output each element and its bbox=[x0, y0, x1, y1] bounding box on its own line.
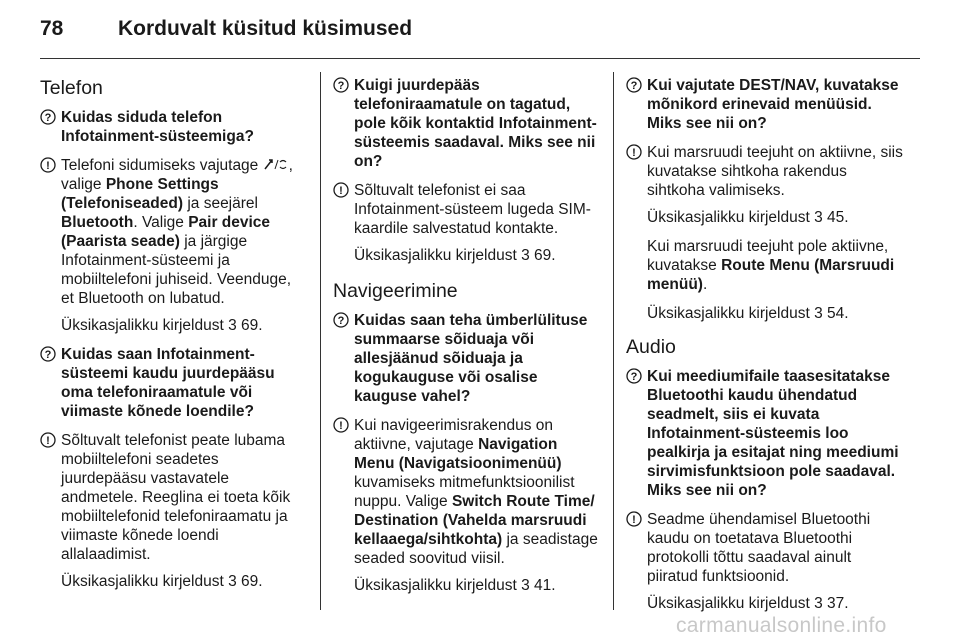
reference-page: 45. bbox=[827, 209, 849, 226]
page-reference-arrow-icon: 3 bbox=[228, 573, 242, 590]
reference-text: Üksikasjalikku kirjeldust bbox=[354, 247, 522, 264]
answer-text: kuvamiseks mitmefunktsioonilist nuppu. Valige bbox=[354, 474, 575, 510]
page-reference-arrow-icon: 3 bbox=[521, 247, 535, 264]
reference-page: 69. bbox=[241, 317, 263, 334]
page-reference bbox=[40, 572, 306, 591]
reference-page: 41. bbox=[534, 577, 556, 594]
section-title-navigeerimine: Navigeerimine bbox=[333, 280, 458, 302]
section-title-telefon: Telefon bbox=[40, 77, 103, 99]
page-reference-arrow-icon: 3 bbox=[814, 595, 828, 612]
svg-text:?: ? bbox=[44, 349, 52, 361]
reference-text: Üksikasjalikku kirjeldust bbox=[354, 577, 522, 594]
question bbox=[333, 76, 599, 171]
reference-page: 69. bbox=[534, 247, 556, 264]
answer-text: Sõltuvalt telefonist peate lubama mobiiltelefoni seadetes juurdepääsu vastavatele andmetele. Reeglina ei toeta kõik mobiiltelefonid telefoniraamatu ja viimaste kõnede loendi allalaadimist. bbox=[61, 432, 291, 563]
menu-term: Bluetooth bbox=[61, 214, 134, 231]
reference-page: 54. bbox=[827, 305, 849, 322]
svg-text:?: ? bbox=[630, 80, 638, 92]
reference-page: 37. bbox=[827, 595, 849, 612]
answer-text: Seadme ühendamisel Bluetoothi kaudu on toetatava Bluetoothi protokolli tõttu saadaval ainult piiratud funktsioonid. bbox=[647, 511, 871, 585]
column-divider bbox=[320, 72, 321, 610]
question-text: Kuidas saan teha ümberlülituse summaarse sõiduaja või allesjäänud sõiduaja ja kogukauguse või osalise kauguse vahel? bbox=[354, 312, 588, 405]
column-divider bbox=[613, 72, 614, 610]
exclamation-circle-icon bbox=[333, 417, 349, 433]
page-reference-arrow-icon: 3 bbox=[814, 305, 828, 322]
answer-text: ja seejärel bbox=[183, 195, 258, 212]
question-text: Kuigi juurdepääs telefoniraamatule on tagatud, pole kõik kontaktid Infotainment-süsteemis saadaval. Miks see nii on? bbox=[354, 77, 597, 170]
question bbox=[626, 76, 904, 133]
menu-term: Pair device (Paarista seade) bbox=[61, 214, 271, 250]
page-reference-arrow-icon: 3 bbox=[521, 577, 535, 594]
answer bbox=[40, 431, 306, 564]
column-1 bbox=[40, 70, 306, 601]
page-header bbox=[0, 0, 960, 58]
page-reference bbox=[333, 246, 599, 265]
page-title: Korduvalt küsitud küsimused bbox=[118, 17, 413, 40]
page-reference-arrow-icon: 3 bbox=[228, 317, 242, 334]
answer-text: Sõltuvalt telefonist ei saa Infotainment-süsteem lugeda SIM-kaardile salvestatud kontakte. bbox=[354, 182, 591, 237]
answer-text: Kui navigeerimisrakendus on aktiivne, vajutage bbox=[354, 417, 554, 453]
exclamation-circle-icon bbox=[333, 182, 349, 198]
answer-text: . Valige bbox=[133, 214, 189, 231]
question-text: Kui vajutate DEST/NAV, kuvatakse mõnikord erinevaid menüüsid. Miks see nii on? bbox=[647, 77, 899, 132]
question-circle-icon bbox=[626, 77, 642, 93]
reference-text: Üksikasjalikku kirjeldust bbox=[61, 317, 229, 334]
menu-term: Route Menu (Marsruudi menüü) bbox=[647, 257, 895, 293]
paragraph bbox=[626, 237, 904, 294]
page-reference bbox=[626, 304, 904, 323]
answer-text: , valige bbox=[61, 157, 293, 193]
menu-term: Navigation Menu (Navigatsioonimenüü) bbox=[354, 436, 562, 472]
page-reference bbox=[333, 576, 599, 595]
question bbox=[626, 367, 904, 500]
answer-text: Kui marsruudi teejuht on aktiivne, siis kuvatakse sihtkoha rakendus sihtkoha valimiseks. bbox=[647, 144, 903, 199]
svg-text:!: ! bbox=[46, 435, 50, 447]
answer-text: Telefoni sidumiseks vajutage bbox=[61, 157, 263, 174]
svg-text:?: ? bbox=[337, 80, 345, 92]
svg-text:!: ! bbox=[339, 420, 343, 432]
exclamation-circle-icon bbox=[626, 511, 642, 527]
question bbox=[40, 345, 306, 421]
question-text: Kuidas siduda telefon Infotainment-süsteemiga? bbox=[61, 109, 254, 145]
answer-text: ja seadistage seaded soovitud viisil. bbox=[354, 531, 598, 567]
page-reference bbox=[626, 208, 904, 227]
watermark: carmanualsonline.info bbox=[676, 614, 887, 637]
reference-page: 69. bbox=[241, 573, 263, 590]
answer bbox=[333, 416, 599, 568]
question-circle-icon bbox=[40, 109, 56, 125]
section-title-audio: Audio bbox=[626, 336, 676, 358]
exclamation-circle-icon bbox=[40, 432, 56, 448]
menu-term: Phone Settings (Telefoniseaded) bbox=[61, 176, 219, 212]
question bbox=[333, 311, 599, 406]
svg-text:!: ! bbox=[46, 160, 50, 172]
header-rule bbox=[40, 58, 920, 59]
question-circle-icon bbox=[333, 312, 349, 328]
paragraph-text: . bbox=[702, 276, 708, 293]
question-text: Kuidas saan Infotainment-süsteemi kaudu juurdepääsu oma telefoniraamatule või viimaste kõnede loendile? bbox=[61, 346, 275, 420]
paragraph-text: Kui marsruudi teejuht pole aktiivne, kuvatakse bbox=[647, 238, 889, 274]
question-text: Kui meediumifaile taasesitatakse Bluetoothi kaudu ühendatud seadmelt, siis ei kuvata Infotainment-süsteemis loo pealkirja ja esitajat ning meediumi sirvimisfunktsioon pole saadaval. Miks see nii on? bbox=[647, 368, 899, 499]
page-reference bbox=[626, 594, 904, 613]
column-3 bbox=[626, 70, 904, 623]
svg-text:!: ! bbox=[632, 514, 636, 526]
question bbox=[40, 108, 306, 146]
svg-text:!: ! bbox=[339, 185, 343, 197]
reference-text: Üksikasjalikku kirjeldust bbox=[647, 595, 815, 612]
reference-text: Üksikasjalikku kirjeldust bbox=[647, 305, 815, 322]
page-reference-arrow-icon: 3 bbox=[814, 209, 828, 226]
answer-text: ja järgige Infotainment-süsteemi ja mobiiltelefoni juhiseid. Veenduge, et Bluetooth on lubatud. bbox=[61, 233, 292, 307]
page-reference bbox=[40, 316, 306, 335]
question-circle-icon bbox=[333, 77, 349, 93]
svg-text:?: ? bbox=[44, 112, 52, 124]
menu-term: Switch Route Time/ Destination (Vahelda marsruudi kellaaega/sihtkohta) bbox=[354, 493, 595, 548]
svg-text:?: ? bbox=[630, 371, 638, 383]
answer bbox=[626, 510, 904, 586]
exclamation-circle-icon bbox=[40, 157, 56, 173]
reference-text: Üksikasjalikku kirjeldust bbox=[61, 573, 229, 590]
reference-text: Üksikasjalikku kirjeldust bbox=[647, 209, 815, 226]
answer bbox=[626, 143, 904, 200]
answer bbox=[333, 181, 599, 238]
phone-key-icon bbox=[263, 158, 289, 171]
svg-text:!: ! bbox=[632, 147, 636, 159]
page-number: 78 bbox=[40, 17, 64, 40]
answer bbox=[40, 156, 306, 308]
question-circle-icon bbox=[40, 346, 56, 362]
question-circle-icon bbox=[626, 368, 642, 384]
column-2 bbox=[333, 70, 599, 605]
svg-text:?: ? bbox=[337, 315, 345, 327]
exclamation-circle-icon bbox=[626, 144, 642, 160]
